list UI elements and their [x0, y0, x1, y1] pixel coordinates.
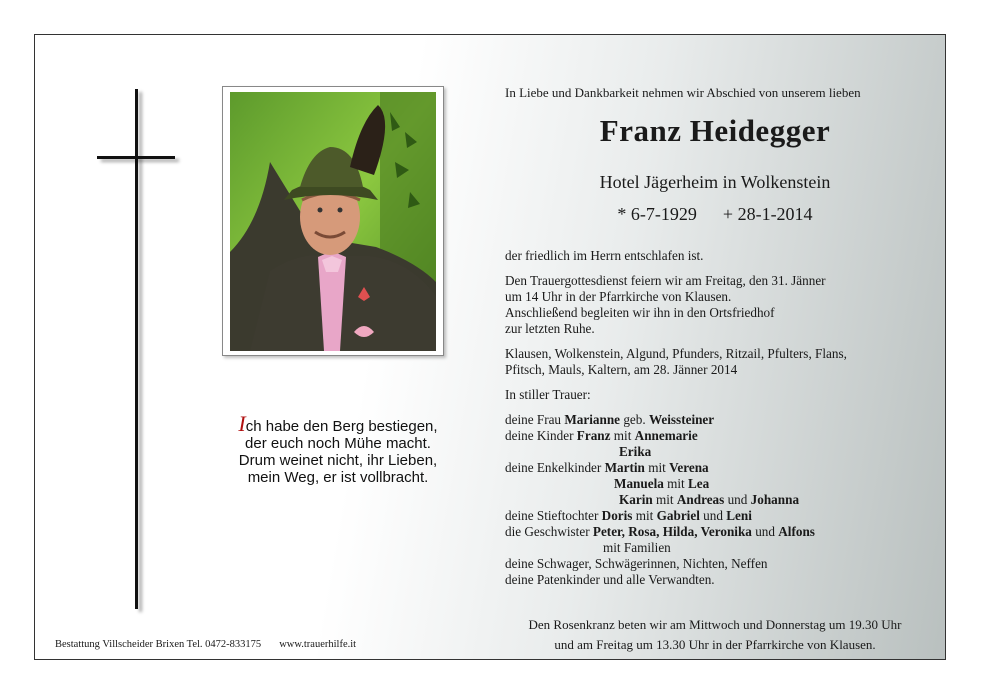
list-item: Erika: [619, 444, 652, 459]
poem-drop-cap: I: [238, 411, 246, 436]
list-item: Manuela mit Lea: [614, 476, 710, 491]
deceased-name: Franz Heidegger: [599, 113, 831, 148]
list-item: deine Patenkinder und alle Verwandten.: [505, 572, 715, 587]
hotel-line: Hotel Jägerheim in Wolkenstein: [599, 172, 831, 192]
peaceful-line: der friedlich im Herrn entschlafen ist.: [505, 248, 704, 263]
cross-icon: [135, 89, 138, 609]
mourning-heading: In stiller Trauer:: [505, 387, 591, 402]
list-item: mit Familien: [603, 540, 671, 555]
list-item: deine Schwager, Schwägerinnen, Nichten, Neffen: [505, 556, 768, 571]
poem-line-4: mein Weg, er ist vollbracht.: [247, 469, 429, 486]
list-item: deine Stieftochter Doris mit Gabriel und Leni: [505, 508, 752, 523]
birth-date: * 6-7-1929: [617, 204, 697, 224]
list-item: deine Frau Marianne geb. Weissteiner: [505, 412, 715, 427]
list-item: deine Enkelkinder Martin mit Verena: [505, 460, 709, 475]
portrait-photo: [230, 92, 436, 351]
undertaker-info: Bestattung Villscheider Brixen Tel. 0472-833175: [55, 639, 262, 650]
poem-line-2: der euch noch Mühe macht.: [245, 435, 431, 452]
website-link[interactable]: www.trauerhilfe.it: [279, 639, 357, 650]
funeral-info: Den Trauergottesdienst feiern wir am Freitag, den 31. Jänner um 14 Uhr in der Pfarrkirche von Klausen. Anschließend begleiten wir ihn in den Ortsfriedhof zur letzten Ruhe.: [505, 273, 826, 336]
rosary-info: Den Rosenkranz beten wir am Mittwoch und Donnerstag um 19.30 Uhr und am Freitag um 13.30 Uhr in der Pfarrkirche von Klausen.: [528, 617, 902, 652]
obituary-card: [34, 34, 946, 660]
poem-line-1: ch habe den Berg bestiegen,: [245, 418, 438, 435]
poem-line-3: Drum weinet nicht, ihr Lieben,: [238, 452, 438, 469]
cross-icon-bar: [97, 156, 175, 159]
life-dates: [505, 204, 925, 225]
intro-text: In Liebe und Dankbarkeit nehmen wir Abschied von unserem lieben: [505, 85, 861, 100]
list-item: die Geschwister Peter, Rosa, Hilda, Veronika und Alfons: [505, 524, 815, 539]
poem: [203, 411, 473, 486]
obituary-body: [505, 248, 935, 588]
list-item: Karin mit Andreas und Johanna: [619, 492, 800, 507]
list-item: deine Kinder Franz mit Annemarie: [505, 428, 698, 443]
portrait-frame: [222, 86, 444, 356]
death-date: + 28-1-2014: [722, 204, 813, 224]
mourners-list: [505, 412, 935, 588]
place-date: Klausen, Wolkenstein, Algund, Pfunders, Ritzail, Pfulters, Flans, Pfitsch, Mauls, Kaltern, am 28. Jänner 2014: [505, 346, 847, 377]
footer: [55, 639, 356, 650]
